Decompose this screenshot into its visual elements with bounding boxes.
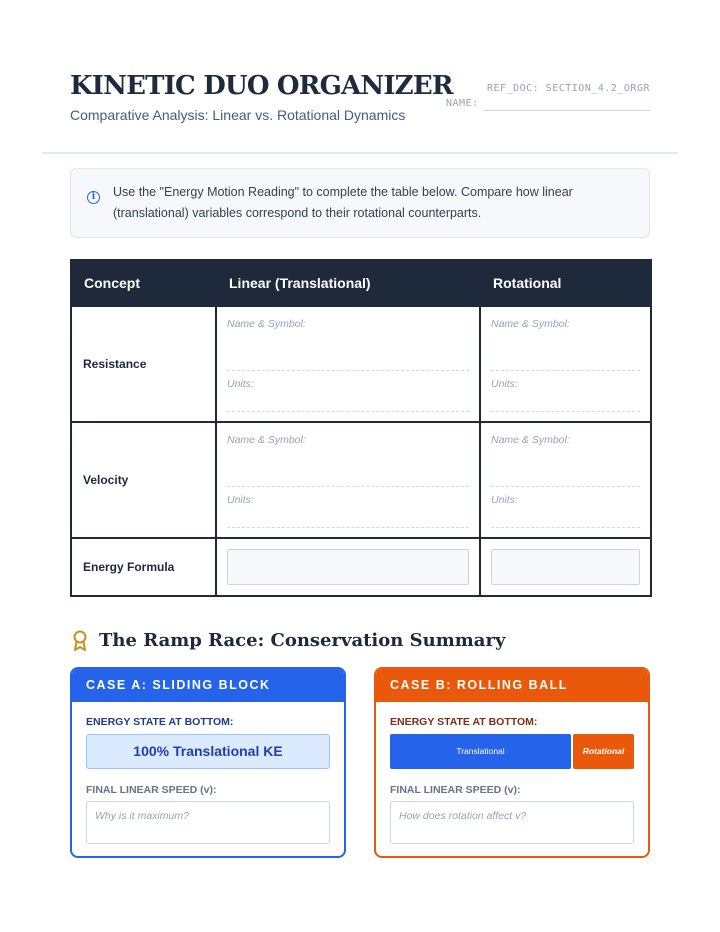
header-divider xyxy=(42,152,678,154)
formula-input-box[interactable] xyxy=(491,549,640,585)
case-b-answer-field[interactable]: How does rotation affect v? xyxy=(390,801,634,844)
name-label: NAME: xyxy=(446,98,479,109)
answer-line[interactable] xyxy=(227,527,469,528)
comparison-table xyxy=(70,259,652,597)
table-row-energy-formula xyxy=(71,538,651,596)
answer-line[interactable] xyxy=(227,411,469,412)
page-title: KINETIC DUO ORGANIZER xyxy=(70,71,453,101)
final-speed-label: FINAL LINEAR SPEED (v): xyxy=(390,784,521,796)
rotational-resistance-cell[interactable] xyxy=(480,306,651,422)
case-b-card xyxy=(374,667,650,858)
linear-resistance-cell[interactable] xyxy=(216,306,480,422)
final-speed-label: FINAL LINEAR SPEED (v): xyxy=(86,784,217,796)
info-icon: i xyxy=(87,191,100,204)
name-field[interactable] xyxy=(446,97,650,111)
page-subtitle: Comparative Analysis: Linear vs. Rotational Dynamics xyxy=(70,107,406,123)
answer-line[interactable] xyxy=(227,486,469,487)
field-label-units: Units: xyxy=(227,494,254,506)
reference-code: REF_DOC: SECTION_4.2_ORGR xyxy=(486,83,650,94)
field-label-units: Units: xyxy=(491,494,518,506)
table-row-resistance xyxy=(71,306,651,422)
column-header-rotational: Rotational xyxy=(480,260,651,306)
name-input-line[interactable] xyxy=(484,110,650,111)
instructions-text: Use the "Energy Motion Reading" to complete the table below. Compare how linear (translational) variables correspond to their rotational counterparts. xyxy=(113,185,573,220)
field-label-name-symbol: Name & Symbol: xyxy=(491,318,570,330)
rotational-energy-bar: Rotational xyxy=(573,734,634,769)
case-b-title: CASE B: ROLLING BALL xyxy=(376,669,648,702)
case-a-title: CASE A: SLIDING BLOCK xyxy=(72,669,344,702)
field-label-name-symbol: Name & Symbol: xyxy=(227,434,306,446)
translational-energy-bar: Translational xyxy=(390,734,571,769)
instructions-box xyxy=(70,168,650,238)
medal-icon xyxy=(72,630,88,652)
case-a-card xyxy=(70,667,346,858)
energy-state-value: 100% Translational KE xyxy=(86,734,330,769)
column-header-concept: Concept xyxy=(71,260,216,306)
answer-line[interactable] xyxy=(227,370,469,371)
field-label-units: Units: xyxy=(227,378,254,390)
answer-line[interactable] xyxy=(491,411,640,412)
concept-cell: Velocity xyxy=(71,422,216,538)
concept-cell: Resistance xyxy=(71,306,216,422)
column-header-linear: Linear (Translational) xyxy=(216,260,480,306)
table-header-row xyxy=(71,260,651,306)
page-header xyxy=(70,70,650,126)
energy-state-label: ENERGY STATE AT BOTTOM: xyxy=(390,716,538,728)
summary-title: The Ramp Race: Conservation Summary xyxy=(99,630,506,651)
formula-input-box[interactable] xyxy=(227,549,469,585)
rotational-velocity-cell[interactable] xyxy=(480,422,651,538)
table-row-velocity xyxy=(71,422,651,538)
answer-line[interactable] xyxy=(491,486,640,487)
energy-state-label: ENERGY STATE AT BOTTOM: xyxy=(86,716,234,728)
field-label-units: Units: xyxy=(491,378,518,390)
field-label-name-symbol: Name & Symbol: xyxy=(227,318,306,330)
field-label-name-symbol: Name & Symbol: xyxy=(491,434,570,446)
linear-velocity-cell[interactable] xyxy=(216,422,480,538)
answer-line[interactable] xyxy=(491,370,640,371)
answer-line[interactable] xyxy=(491,527,640,528)
concept-cell: Energy Formula xyxy=(71,538,216,596)
linear-formula-cell[interactable] xyxy=(216,538,480,596)
case-a-answer-field[interactable]: Why is it maximum? xyxy=(86,801,330,844)
rotational-formula-cell[interactable] xyxy=(480,538,651,596)
